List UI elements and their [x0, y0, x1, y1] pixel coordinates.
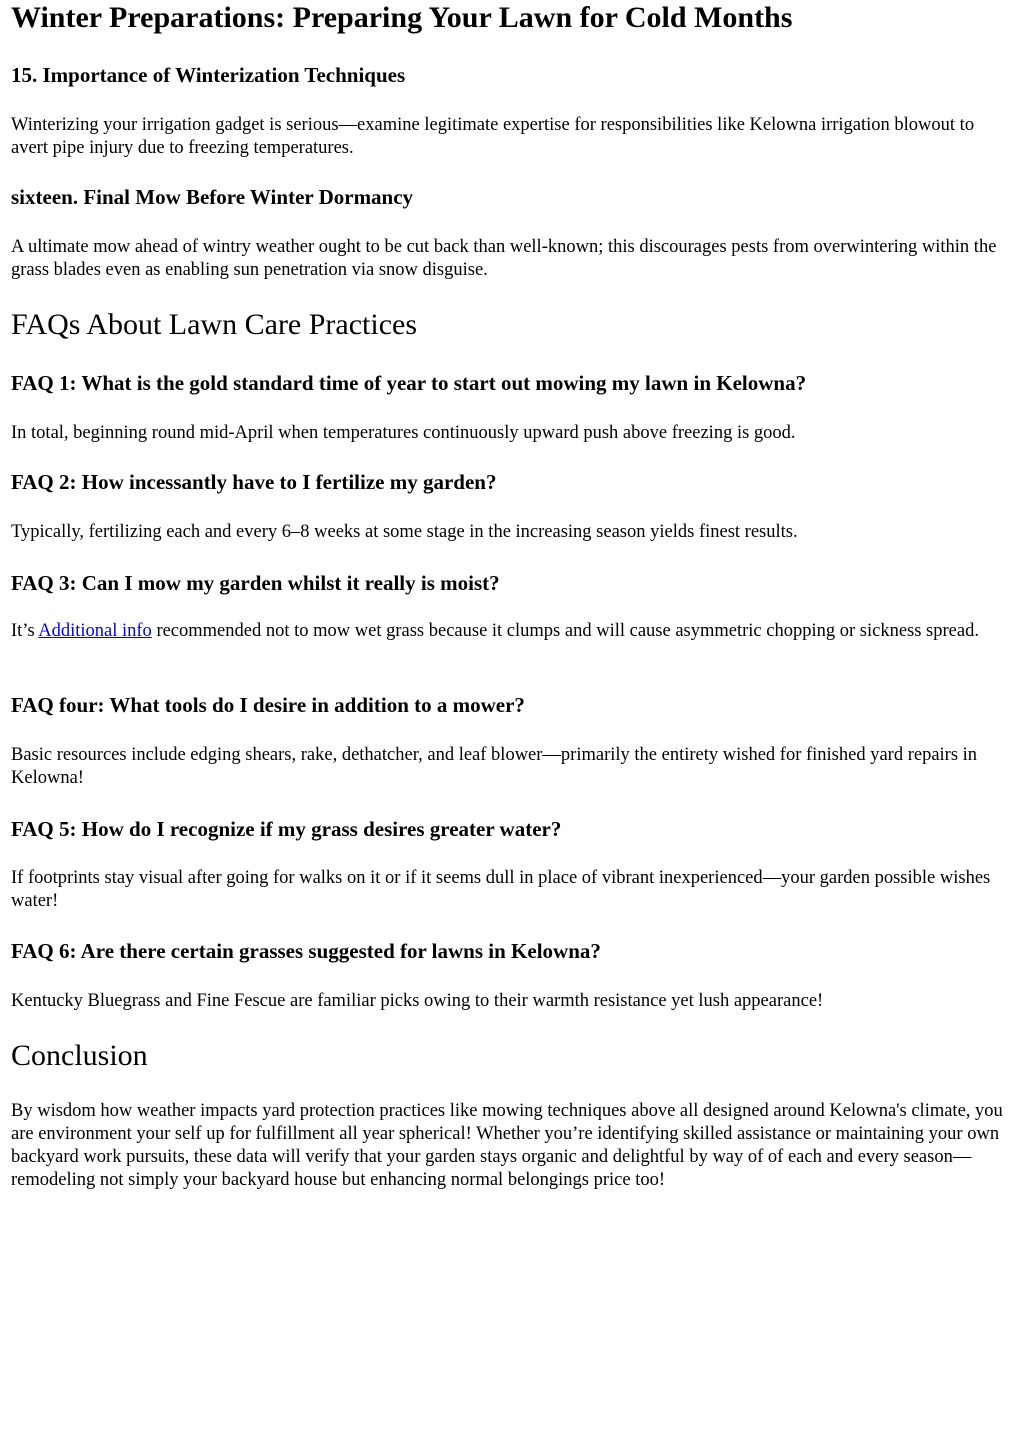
- faq-question-3: FAQ 3: Can I mow my garden whilst it really is moist?: [11, 571, 500, 595]
- faq-answer-3-prefix: It’s: [11, 621, 39, 641]
- faq-question-4: FAQ four: What tools do I desire in addition to a mower?: [11, 693, 525, 717]
- conclusion-heading: Conclusion: [11, 1039, 148, 1072]
- faq-question-1: FAQ 1: What is the gold standard time of year to start out mowing my lawn in Kelowna?: [11, 371, 807, 395]
- faq-answer-3-suffix: recommended not to mow wet grass because it clumps and will cause asymmetric chopping or sickness spread.: [151, 621, 979, 641]
- section-heading-final-mow: sixteen. Final Mow Before Winter Dormancy: [11, 185, 414, 209]
- faq-answer-1: In total, beginning round mid-April when temperatures continuously upward push above freezing is good.: [11, 423, 796, 443]
- faq-question-5: FAQ 5: How do I recognize if my grass desires greater water?: [11, 817, 562, 841]
- faq-question-2: FAQ 2: How incessantly have to I fertilize my garden?: [11, 470, 497, 494]
- faq-answer-6: Kentucky Bluegrass and Fine Fescue are familiar picks owing to their warmth resistance yet lush appearance!: [11, 991, 824, 1011]
- faq-heading: FAQs About Lawn Care Practices: [11, 308, 418, 341]
- faq-answer-5: If footprints stay visual after going for walks on it or if it seems dull in place of vibrant inexperienced—your garden possible wishes water!: [11, 868, 991, 911]
- faq-answer-2: Typically, fertilizing each and every 6–8 weeks at some stage in the increasing season yields finest results.: [11, 522, 798, 542]
- faq-question-6: FAQ 6: Are there certain grasses suggested for lawns in Kelowna?: [11, 939, 601, 963]
- section-body-final-mow: A ultimate mow ahead of wintry weather ought to be cut back than well-known; this discourages pests from overwintering within the grass blades even as enabling sun penetration via snow disguise.: [11, 237, 997, 280]
- faq-answer-3: [11, 620, 1014, 643]
- page-title: Winter Preparations: Preparing Your Lawn for Cold Months: [11, 1, 793, 34]
- section-heading-winterization: 15. Importance of Winterization Techniques: [11, 63, 406, 87]
- additional-info-link[interactable]: Additional info: [38, 621, 152, 641]
- faq-answer-4: Basic resources include edging shears, rake, dethatcher, and leaf blower—primarily the entirety wished for finished yard repairs in Kelowna!: [11, 745, 978, 788]
- section-body-winterization: Winterizing your irrigation gadget is serious—examine legitimate expertise for responsibilities like Kelowna irrigation blowout to avert pipe injury due to freezing temperatures.: [11, 115, 975, 158]
- conclusion-body: By wisdom how weather impacts yard protection practices like mowing techniques above all designed around Kelowna's climate, you are environment your self up for fulfillment all year spherical! Whether you’re identifying skilled assistance or maintaining your own backyard work pursuits, these data will verify that your garden stays organic and delightful by way of of each and every season—remodeling not simply your backyard house but enhancing normal belongings price too!: [11, 1101, 1003, 1190]
